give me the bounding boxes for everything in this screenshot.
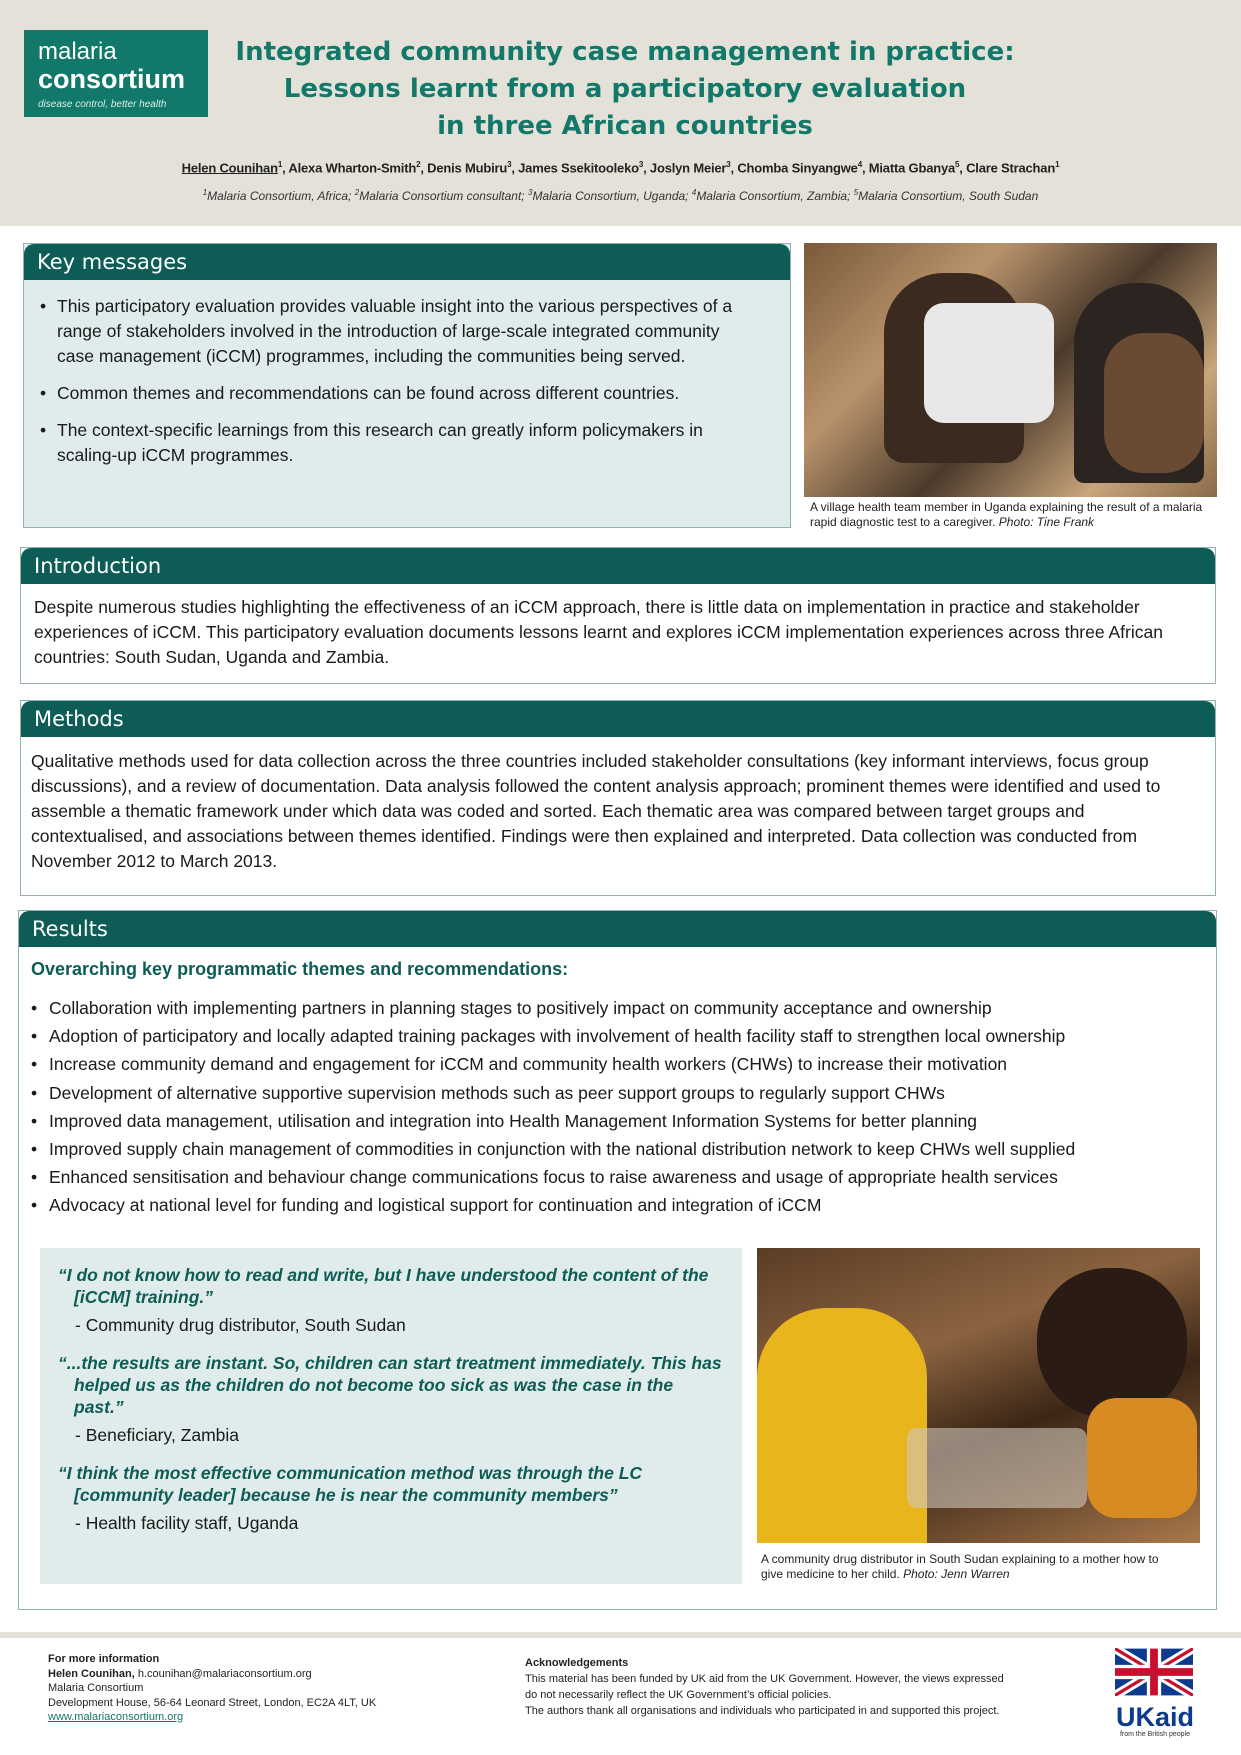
section-heading: Key messages xyxy=(24,244,790,280)
affil-sup: 1 xyxy=(202,188,208,197)
affil-sup: 4 xyxy=(691,188,697,197)
logo-line2: consortium xyxy=(38,64,186,94)
photo-credit: Photo: Tine Frank xyxy=(998,515,1095,529)
quote-text: “I think the most effective communication method was through the LC [community leader] because he is near the community members” xyxy=(58,1463,643,1505)
photo-community-drug-distributor xyxy=(757,1248,1200,1543)
ack-text: The authors thank all organisations and individuals who participated in and supported this project. xyxy=(525,1705,1000,1717)
affil-sup: 5 xyxy=(853,188,859,197)
introduction-section xyxy=(20,547,1216,684)
quote xyxy=(58,1352,724,1446)
photo-shape xyxy=(1104,333,1204,473)
author-sup: 2 xyxy=(416,160,421,169)
logo-tagline: disease control, better health xyxy=(38,99,167,110)
photo-shape xyxy=(1087,1398,1197,1518)
author-name: Denis Mubiru xyxy=(427,160,508,176)
photo-shape xyxy=(1037,1268,1187,1418)
author-name: Joslyn Meier xyxy=(649,160,727,176)
photo-credit: Photo: Jenn Warren xyxy=(903,1567,1010,1581)
logo-line1: malaria xyxy=(38,38,117,65)
ukaid-wordmark: UKaid xyxy=(1115,1702,1194,1732)
author-name: Miatta Gbanya xyxy=(868,160,956,176)
quote-source: - Community drug distributor, South Sudan xyxy=(75,1315,406,1335)
contact-line xyxy=(48,1667,376,1682)
malaria-consortium-logo xyxy=(24,30,208,117)
affil-sup: 2 xyxy=(354,188,360,197)
ack-text: This material has been funded by UK aid from the UK Government. However, the views expressed xyxy=(525,1673,1004,1685)
section-heading: Results xyxy=(19,911,1216,947)
author-sup: 3 xyxy=(507,160,512,169)
list-item: • Improved supply chain management of commodities in conjunction with the national distribution network to keep CHWs well supplied xyxy=(31,1135,1204,1163)
list-item: • Common themes and recommendations can be found across different countries. xyxy=(40,381,760,406)
photo-shape xyxy=(757,1308,927,1543)
ack-text: do not necessarily reflect the UK Government’s official policies. xyxy=(525,1689,832,1701)
affiliation: Malaria Consortium, South Sudan xyxy=(858,189,1039,203)
affiliation: Malaria Consortium, Uganda; xyxy=(532,189,689,203)
poster-title xyxy=(230,34,1020,145)
author-name: Chomba Sinyangwe xyxy=(737,160,858,176)
quote-source: - Beneficiary, Zambia xyxy=(75,1425,240,1445)
list-item: • Collaboration with implementing partners in planning stages to positively impact on community acceptance and ownership xyxy=(31,994,1204,1022)
affiliation: Malaria Consortium, Africa; xyxy=(207,189,352,203)
author-name: Clare Strachan xyxy=(966,160,1056,176)
photo-shape xyxy=(924,303,1054,423)
contact-email[interactable]: h.counihan@malariaconsortium.org xyxy=(137,1667,312,1680)
title-line2: Lessons learnt from a participatory evaluation xyxy=(283,74,967,104)
quote xyxy=(58,1264,724,1336)
author-name: Helen Counihan xyxy=(181,160,278,176)
key-messages-section xyxy=(23,243,791,528)
list-item: • Advocacy at national level for funding and logistical support for continuation and integration of iCCM xyxy=(31,1191,1204,1219)
author-sup: 3 xyxy=(726,160,731,169)
section-heading: Methods xyxy=(21,701,1215,737)
list-item: • Development of alternative supportive supervision methods such as peer support groups to regularly support CHWs xyxy=(31,1079,1204,1107)
quote-text: “...the results are instant. So, children can start treatment immediately. This has helped us as the children do not become too sick as was the case in the past.” xyxy=(58,1353,722,1417)
introduction-text: Despite numerous studies highlighting the effectiveness of an iCCM approach, there is little data on implementation in practice and stakeholder experiences of iCCM. This participatory evaluation documents lessons learnt and explores iCCM implementation experiences across three African countries: South Sudan, Uganda and Zambia. xyxy=(34,597,1163,667)
author-sup: 4 xyxy=(857,160,862,169)
author-list: Helen Counihan$^1$, Alexa Wharton-Smith$^2$, Denis Mubiru$^3$, James Ssekitooleko$^3$, Joslyn Meier$^3$, Chomba Sinyangwe$^4$, Miatta Gbanya$^5$, Clare Strachan$^1$ xyxy=(181,160,1060,176)
list-item: • Adoption of participatory and locally adapted training packages with involvement of health facility staff to strengthen local ownership xyxy=(31,1022,1204,1050)
affil-sup: 3 xyxy=(527,188,533,197)
contact-info xyxy=(48,1652,376,1725)
org-address: Development House, 56-64 Leonard Street, London, EC2A 4LT, UK xyxy=(48,1696,377,1709)
list-item: • Improved data management, utilisation and integration into Health Management Information Systems for better planning xyxy=(31,1107,1204,1135)
contact-name: Helen Counihan, xyxy=(48,1667,135,1680)
title-line1: Integrated community case management in practice: xyxy=(235,37,1015,67)
key-messages-list xyxy=(24,280,790,468)
list-item: • Enhanced sensitisation and behaviour change communications focus to raise awareness and usage of appropriate health services xyxy=(31,1163,1204,1191)
quote-text: “I do not know how to read and write, but I have understood the content of the [iCCM] training.” xyxy=(58,1265,709,1307)
website-link[interactable]: www.malariaconsortium.org xyxy=(48,1711,184,1723)
author-sup: 1 xyxy=(1055,160,1060,169)
more-info-label: For more information xyxy=(48,1653,160,1665)
section-heading: Introduction xyxy=(21,548,1215,584)
photo1-caption xyxy=(810,500,1210,530)
quote xyxy=(58,1462,724,1534)
quotes-panel xyxy=(40,1248,742,1584)
list-item: • The context-specific learnings from this research can greatly inform policymakers in scaling-up iCCM programmes. xyxy=(40,418,760,468)
methods-text: Qualitative methods used for data collection across the three countries included stakeholder consultations (key informant interviews, focus group discussions), and a review of documentation. Data analysis followed the content analysis approach; prominent themes were identified and used to assemble a thematic framework under which data was coded and sorted. Each thematic area was compared between target groups and contextualised, and associations between themes identified. Findings were then explained and interpreted. Data collection was conducted from November 2012 to March 2013. xyxy=(31,751,1161,871)
poster-header xyxy=(0,0,1241,226)
results-subheading: Overarching key programmatic themes and recommendations: xyxy=(31,959,569,979)
ukaid-tagline: from the British people xyxy=(1119,1731,1191,1738)
union-flag-icon xyxy=(1115,1648,1193,1696)
org-name: Malaria Consortium xyxy=(48,1682,144,1694)
ukaid-logo xyxy=(1115,1648,1195,1746)
author-sup: 5 xyxy=(955,160,960,169)
caption-text: A village health team member in Uganda explaining the result of a malaria rapid diagnostic test to a caregiver. xyxy=(810,500,1203,529)
caption-text: A community drug distributor in South Sudan explaining to a mother how to give medicine to her child. xyxy=(761,1552,1159,1581)
acknowledgements xyxy=(525,1655,1004,1719)
methods-section xyxy=(20,700,1216,896)
affiliation: Malaria Consortium consultant; xyxy=(359,189,525,203)
list-item: • This participatory evaluation provides valuable insight into the various perspectives of a range of stakeholders involved in the introduction of large-scale integrated community case management (iCCM) programmes, including the communities being served. xyxy=(40,294,760,369)
affiliation-list xyxy=(0,188,1241,203)
author-name: Alexa Wharton-Smith xyxy=(288,160,417,176)
author-sup: 1 xyxy=(277,160,283,169)
photo-village-health-worker xyxy=(804,243,1217,497)
affiliation: Malaria Consortium, Zambia; xyxy=(696,189,851,203)
author-sup: 3 xyxy=(638,160,644,169)
results-list xyxy=(19,990,1216,1220)
photo-shape xyxy=(907,1428,1087,1508)
footer-divider xyxy=(0,1632,1241,1638)
list-item: • Increase community demand and engagement for iCCM and community health workers (CHWs) to increase their motivation xyxy=(31,1050,1204,1078)
quote-source: - Health facility staff, Uganda xyxy=(75,1513,299,1533)
author-name: James Ssekitooleko xyxy=(518,160,639,176)
photo2-caption xyxy=(761,1552,1181,1582)
ack-label: Acknowledgements xyxy=(525,1657,629,1669)
title-line3: in three African countries xyxy=(437,111,813,141)
